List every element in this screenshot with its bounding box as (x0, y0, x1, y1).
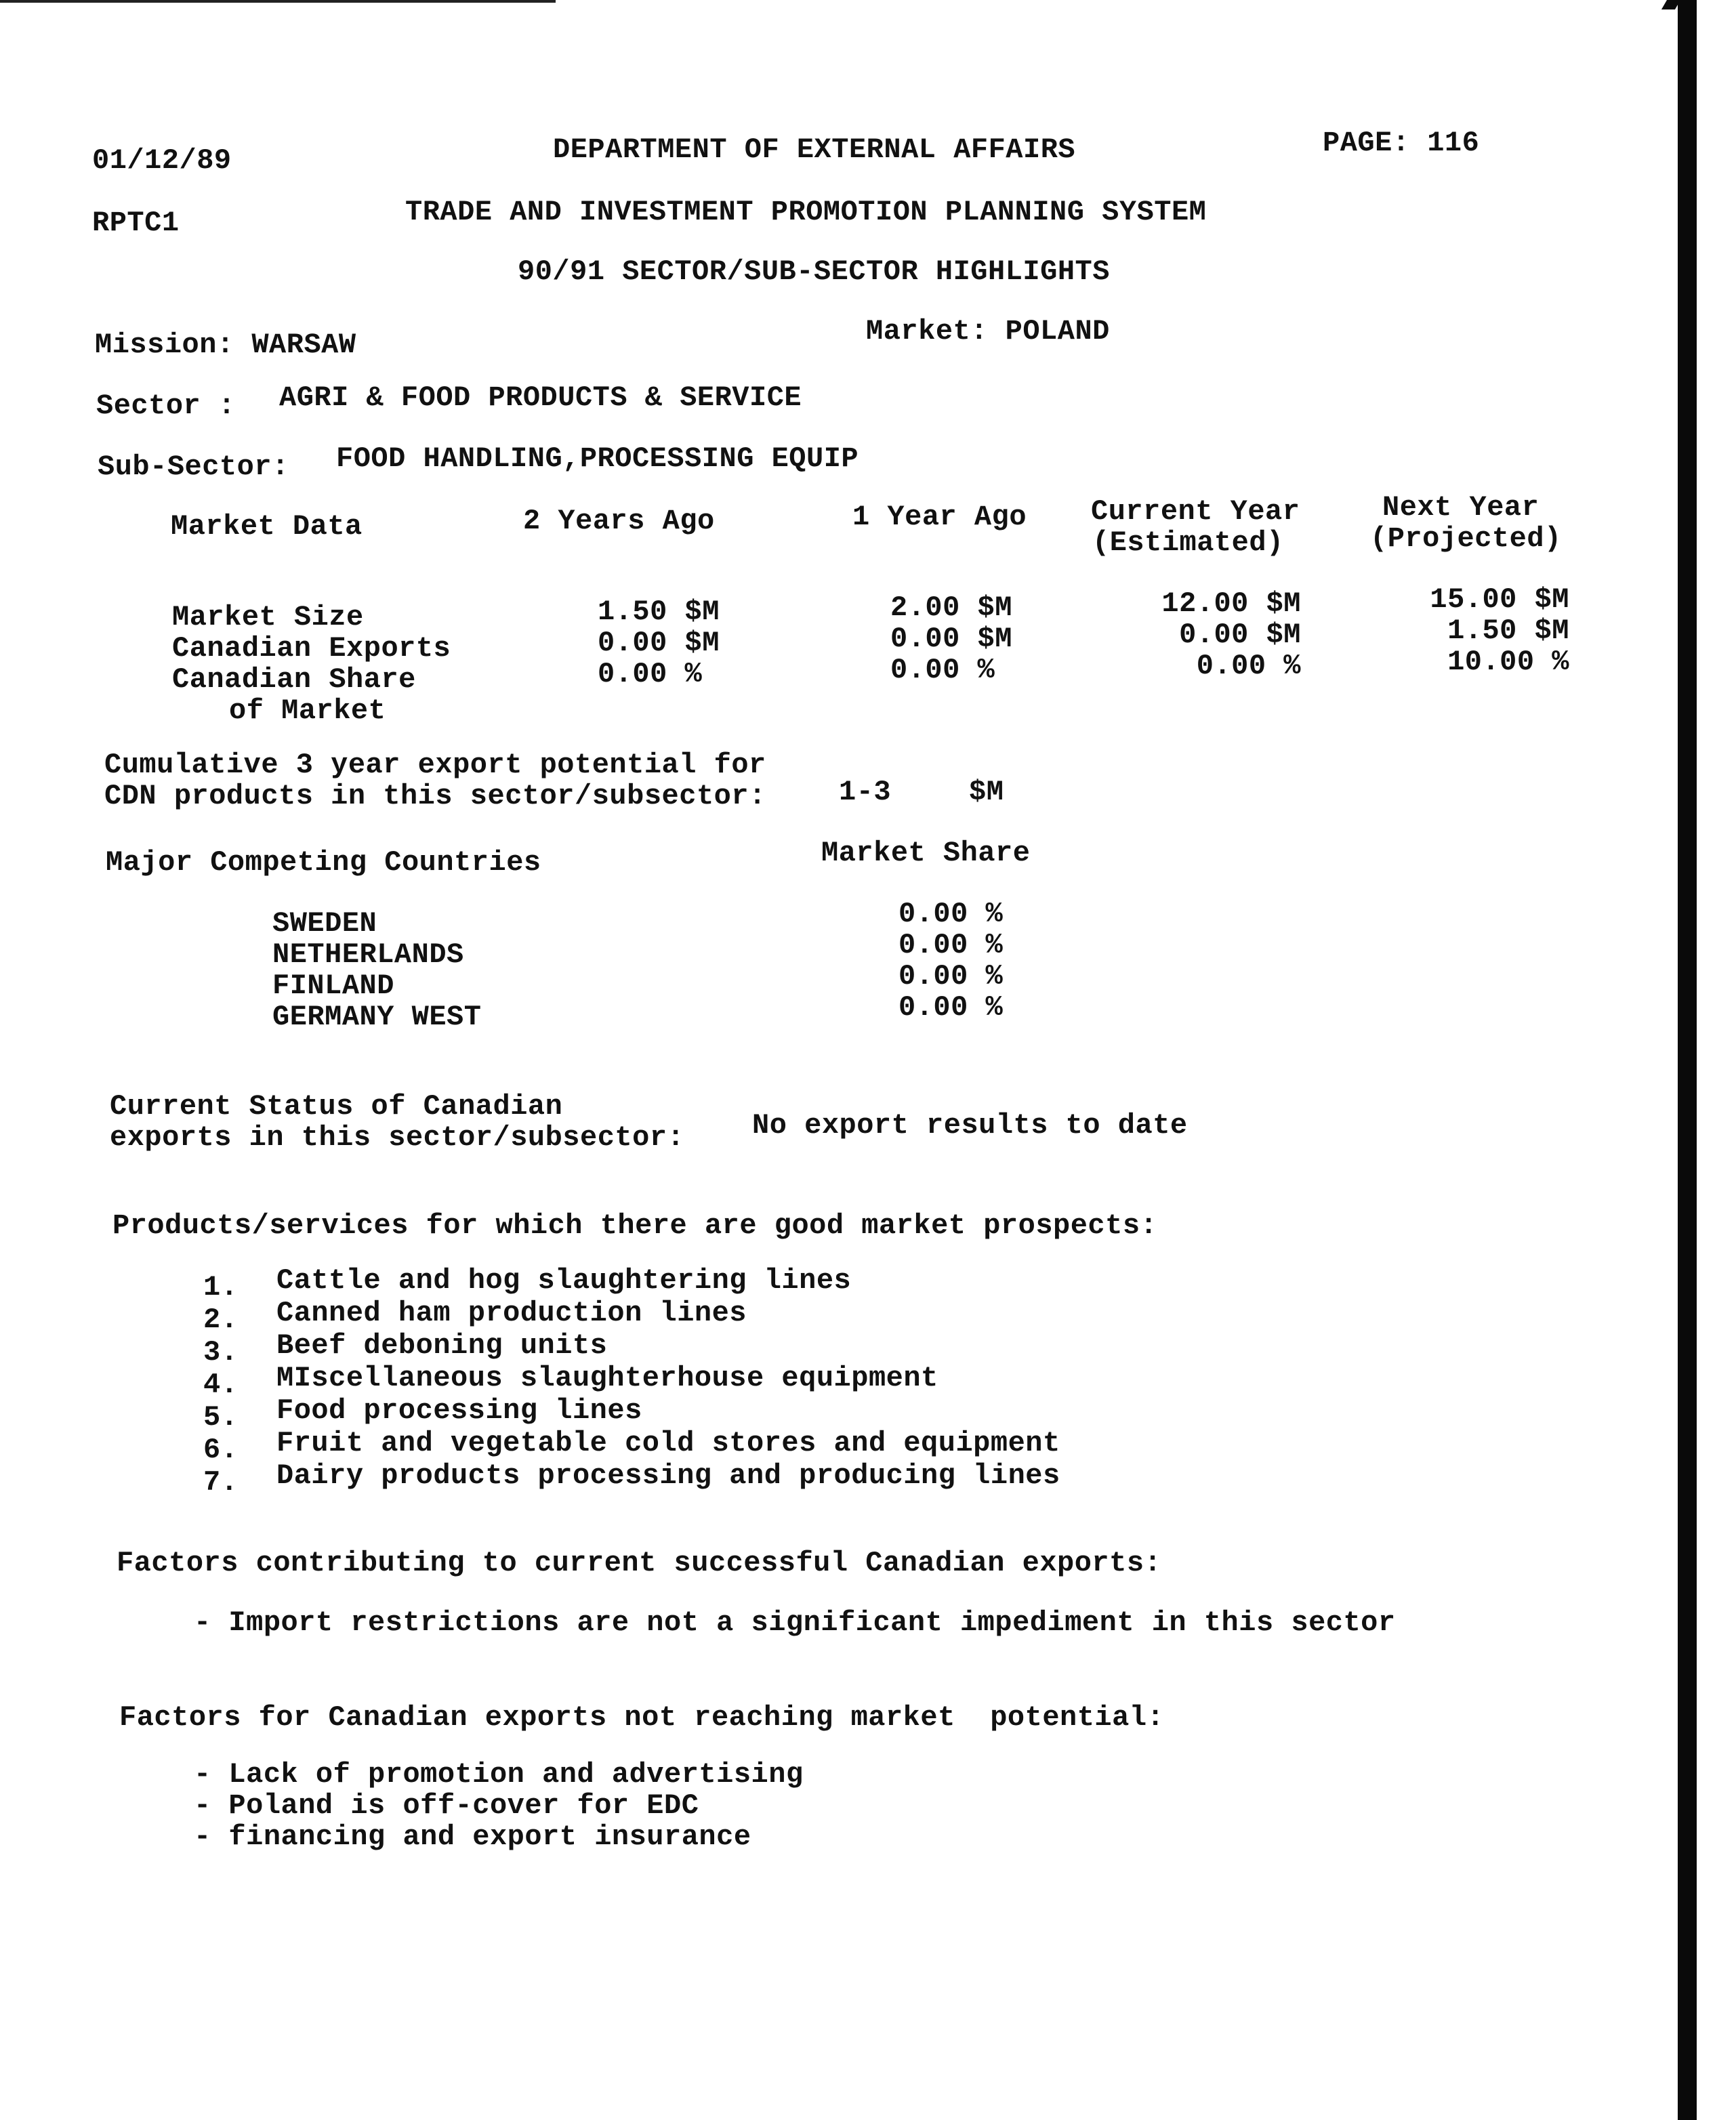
system-title: TRADE AND INVESTMENT PROMOTION PLANNING SYSTEM (405, 196, 1207, 228)
barrier-factors-heading: Factors for Canadian exports not reaching market potential: (119, 1701, 1165, 1734)
barrier-factor-item: - financing and export insurance (194, 1821, 751, 1853)
sector-value: AGRI & FOOD PRODUCTS & SERVICE (279, 381, 802, 414)
list-item: Canned ham production lines (276, 1297, 747, 1329)
list-item-number: 1. (203, 1271, 239, 1304)
cell-exports-y1: 0.00 $M (890, 623, 1012, 655)
competitor-country: NETHERLANDS (272, 938, 464, 971)
cell-market-size-y1: 2.00 $M (890, 591, 1012, 624)
competitor-countries (272, 908, 481, 1033)
competitors-heading: Major Competing Countries (106, 846, 541, 879)
list-item: Cattle and hog slaughtering lines (276, 1264, 852, 1297)
competitor-shares (898, 898, 1003, 1023)
cell-share-next: 10.00 % (1447, 646, 1569, 678)
market-row-labels (172, 602, 451, 726)
list-item-number: 5. (203, 1401, 239, 1434)
list-item: Food processing lines (276, 1394, 642, 1427)
row-label-share-continuation: of Market (229, 694, 386, 727)
prospects-numbers (203, 1271, 238, 1499)
list-item-number: 3. (203, 1336, 239, 1369)
cell-market-size-y2: 1.50 $M (598, 596, 720, 628)
list-item-number: 7. (203, 1466, 239, 1499)
col-header-current-year: Current Year (Estimated) (1091, 495, 1300, 559)
success-factor-item: - Import restrictions are not a significant impediment in this sector (194, 1606, 1396, 1639)
col-header-market-data: Market Data (171, 510, 363, 543)
subsector-value: FOOD HANDLING,PROCESSING EQUIP (336, 442, 859, 475)
row-label-canadian-share: Canadian Share (172, 663, 416, 696)
col-header-next-year: Next Year (Projected) (1370, 491, 1562, 555)
status-value: No export results to date (752, 1109, 1188, 1142)
sector-label: Sector : (96, 390, 236, 422)
subsector-label: Sub-Sector: (98, 451, 289, 483)
page-number: PAGE: 116 (1323, 127, 1480, 159)
competitor-share: 0.00 % (898, 991, 1004, 1024)
list-item: Dairy products processing and producing lines (276, 1459, 1060, 1492)
col-two-years-ago-values (598, 596, 720, 690)
mission-label: Mission: WARSAW (95, 329, 356, 361)
col-current-year-values (1145, 588, 1301, 682)
competitor-country: GERMANY WEST (272, 1001, 482, 1033)
competitor-share: 0.00 % (898, 898, 1004, 930)
cell-share-y2: 0.00 % (598, 658, 703, 690)
list-item-number: 6. (203, 1434, 239, 1466)
list-item-number: 2. (203, 1304, 239, 1336)
export-potential-label: Cumulative 3 year export potential for CDN products in this sector/subsector: (104, 749, 766, 812)
cell-share-y1: 0.00 % (890, 654, 995, 686)
barrier-factor-item: - Lack of promotion and advertising (194, 1758, 804, 1791)
top-scan-rule (0, 0, 556, 3)
cell-exports-y2: 0.00 $M (598, 627, 720, 659)
col-one-year-ago-values (890, 592, 1012, 686)
row-label-market-size: Market Size (172, 601, 364, 633)
report-id: RPTC1 (92, 207, 180, 239)
cell-exports-cur: 0.00 $M (1179, 619, 1301, 651)
cell-market-size-cur: 12.00 $M (1161, 587, 1301, 620)
competitor-share: 0.00 % (898, 960, 1004, 993)
competitor-share: 0.00 % (898, 929, 1004, 961)
barrier-factor-item: - Poland is off-cover for EDC (194, 1789, 699, 1822)
report-subtitle: 90/91 SECTOR/SUB-SECTOR HIGHLIGHTS (518, 255, 1110, 288)
status-label: Current Status of Canadian exports in this sector/subsector: (110, 1090, 685, 1154)
competitor-country: FINLAND (272, 970, 394, 1002)
cell-share-cur: 0.00 % (1196, 650, 1301, 682)
barrier-factor-items (194, 1759, 804, 1852)
row-label-canadian-exports: Canadian Exports (172, 632, 451, 665)
cell-market-size-next: 15.00 $M (1430, 583, 1569, 616)
list-item: MIscellaneous slaughterhouse equipment (276, 1362, 938, 1394)
list-item-number: 4. (203, 1369, 239, 1401)
prospects-heading: Products/services for which there are good market prospects: (112, 1209, 1158, 1242)
scan-edge-shadow (1678, 0, 1697, 2120)
cell-exports-next: 1.50 $M (1447, 615, 1569, 647)
col-header-two-years-ago: 2 Years Ago (523, 505, 715, 537)
export-potential-range: 1-3 (839, 776, 892, 808)
market-label: Market: POLAND (866, 315, 1110, 348)
prospects-items (276, 1264, 1060, 1492)
export-potential-unit: $M (969, 776, 1004, 808)
list-item: Beef deboning units (276, 1329, 608, 1362)
report-date: 01/12/89 (92, 144, 232, 177)
list-item: Fruit and vegetable cold stores and equipment (276, 1427, 1060, 1459)
col-header-one-year-ago: 1 Year Ago (852, 501, 1027, 533)
col-next-year-values (1413, 584, 1569, 678)
market-share-heading: Market Share (821, 837, 1031, 869)
department-title: DEPARTMENT OF EXTERNAL AFFAIRS (553, 133, 1076, 166)
competitor-country: SWEDEN (272, 907, 377, 940)
success-factors-heading: Factors contributing to current successful Canadian exports: (117, 1547, 1162, 1579)
